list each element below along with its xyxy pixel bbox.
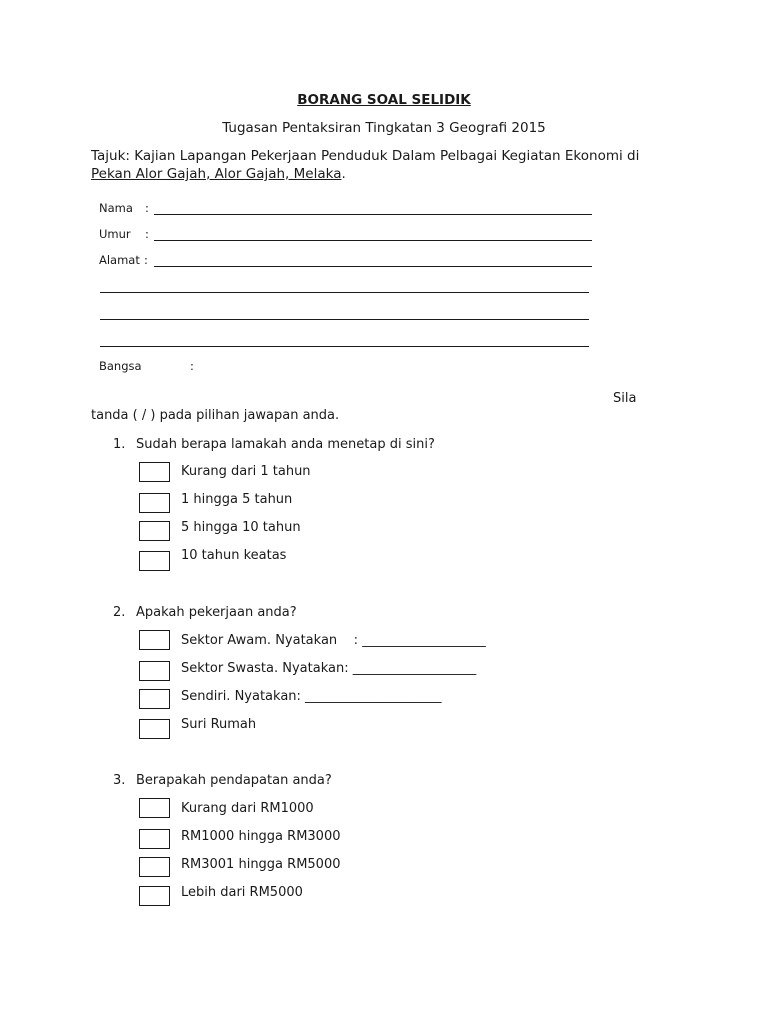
q2-option-3-label: Sendiri. Nyatakan: _____________________ [181, 689, 442, 704]
tajuk-period: . [341, 166, 346, 182]
form-subtitle: Tugasan Pentaksiran Tingkatan 3 Geografi 2015 [222, 120, 546, 136]
q1-option-4-checkbox[interactable] [139, 551, 170, 571]
q2-option-3-checkbox[interactable] [139, 689, 170, 709]
q2-option-4-label: Suri Rumah [181, 717, 257, 732]
q1-option-3-label: 5 hingga 10 tahun [181, 520, 301, 535]
bangsa-label: Bangsa : [99, 359, 194, 373]
q2-option-2-checkbox[interactable] [139, 661, 170, 681]
umur-field[interactable] [154, 240, 592, 241]
alamat-field-line-3[interactable] [100, 319, 589, 320]
question-2-text: Apakah pekerjaan anda? [136, 605, 297, 620]
q1-option-4-label: 10 tahun keatas [181, 548, 287, 563]
nama-field[interactable] [154, 214, 592, 215]
nama-label: Nama : [99, 201, 149, 215]
alamat-field-line-1[interactable] [154, 266, 592, 267]
q1-option-1-label: Kurang dari 1 tahun [181, 464, 311, 479]
q3-option-4-checkbox[interactable] [139, 886, 170, 906]
form-title: BORANG SOAL SELIDIK [297, 92, 471, 108]
question-2-number: 2. [113, 605, 126, 620]
alamat-field-line-4[interactable] [100, 346, 589, 347]
q3-option-3-checkbox[interactable] [139, 857, 170, 877]
q1-option-2-checkbox[interactable] [139, 493, 170, 513]
question-1-text: Sudah berapa lamakah anda menetap di sini? [136, 437, 435, 452]
q2-option-1-checkbox[interactable] [139, 630, 170, 650]
q3-option-2-label: RM1000 hingga RM3000 [181, 829, 341, 844]
umur-label: Umur : [99, 227, 149, 241]
question-1-number: 1. [113, 437, 126, 452]
question-3-text: Berapakah pendapatan anda? [136, 773, 332, 788]
q2-option-4-checkbox[interactable] [139, 719, 170, 739]
q1-option-3-checkbox[interactable] [139, 521, 170, 541]
q1-option-1-checkbox[interactable] [139, 462, 170, 482]
alamat-label: Alamat : [99, 253, 148, 267]
tajuk-location: Pekan Alor Gajah, Alor Gajah, Melaka [91, 166, 342, 182]
q3-option-4-label: Lebih dari RM5000 [181, 885, 303, 900]
q2-option-2-label: Sektor Swasta. Nyatakan: ___________________ [181, 661, 477, 676]
q1-option-2-label: 1 hingga 5 tahun [181, 492, 293, 507]
q3-option-3-label: RM3001 hingga RM5000 [181, 857, 341, 872]
alamat-field-line-2[interactable] [100, 292, 589, 293]
q2-option-1-label: Sektor Awam. Nyatakan : ___________________ [181, 633, 486, 648]
tajuk-line-2 [91, 166, 346, 182]
q3-option-1-checkbox[interactable] [139, 798, 170, 818]
instruction-part-2: tanda ( / ) pada pilihan jawapan anda. [91, 408, 340, 423]
question-3-number: 3. [113, 773, 126, 788]
tajuk-line-1: Tajuk: Kajian Lapangan Pekerjaan Penduduk Dalam Pelbagai Kegiatan Ekonomi di [91, 148, 640, 164]
q3-option-2-checkbox[interactable] [139, 829, 170, 849]
instruction-part-1: Sila [613, 391, 637, 406]
q3-option-1-label: Kurang dari RM1000 [181, 801, 314, 816]
